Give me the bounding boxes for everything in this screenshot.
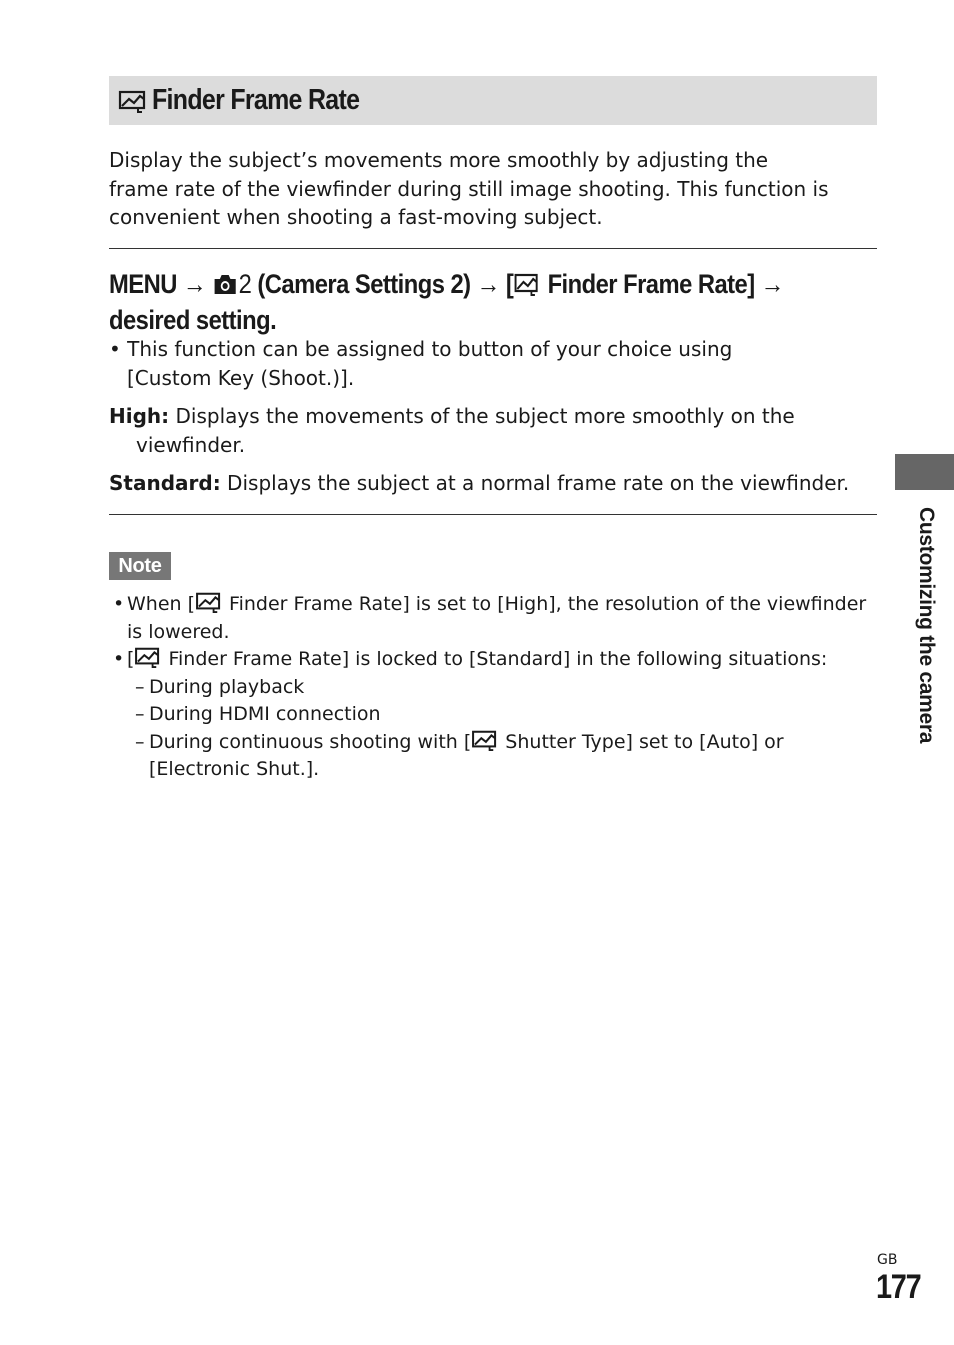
arrow-icon: → (476, 269, 500, 299)
intro-paragraph (109, 146, 869, 232)
option-desc: Displays the movements of the subject more smoothly on the (169, 404, 795, 428)
list-item (113, 674, 883, 702)
menu-label: MENU (109, 269, 177, 299)
note-text: When [ (127, 593, 196, 615)
note-text: Shutter Type] set to [Auto] or (499, 730, 784, 753)
section-tab (895, 454, 954, 490)
section-side-label: Customizing the camera (915, 507, 938, 744)
dash: – (135, 675, 145, 698)
bracket-open: [ (505, 269, 514, 299)
viewfinder-still-icon (195, 591, 223, 613)
option-high (109, 402, 869, 460)
option-desc: Displays the subject at a normal frame rate on the viewfinder. (220, 471, 850, 495)
note-label: Note (109, 552, 171, 580)
finder-frame-rate-item: Finder Frame Rate] (547, 269, 755, 299)
note-text: During HDMI connection (149, 703, 381, 725)
viewfinder-still-icon (513, 272, 541, 296)
assign-bullet (109, 335, 869, 393)
option-standard (109, 469, 889, 498)
viewfinder-still-icon (471, 729, 499, 751)
list-item (113, 701, 883, 729)
bullet: • (113, 593, 125, 615)
intro-line: convenient when shooting a fast-moving subject. (109, 205, 603, 229)
note-list (113, 591, 883, 784)
option-term: High: (109, 404, 170, 428)
arrow-icon: → (760, 269, 784, 299)
note-text: Finder Frame Rate] is locked to [Standard] in the following situations: (162, 648, 828, 670)
option-term: Standard: (109, 471, 221, 495)
intro-line: frame rate of the viewfinder during still image shooting. This function is (109, 176, 829, 201)
intro-line: Display the subject’s movements more smoothly by adjusting the (109, 148, 769, 172)
dash: – (135, 703, 145, 725)
option-desc: viewfinder. (136, 433, 246, 457)
assign-line: [Custom Key (Shoot.)]. (127, 366, 355, 390)
page-number: 177 (876, 1268, 921, 1306)
viewfinder-still-icon (134, 646, 162, 668)
desired-setting: desired setting. (109, 305, 277, 335)
section-title-bar (109, 76, 877, 125)
note-text: Finder Frame Rate] is set to [High], the resolution of the viewfinder (223, 593, 867, 615)
region-code: GB (877, 1252, 898, 1268)
page-title: Finder Frame Rate (152, 84, 360, 116)
viewfinder-still-icon (118, 89, 148, 113)
bullet: • (113, 648, 125, 670)
note-text: During playback (149, 675, 305, 698)
camera-icon (212, 272, 238, 296)
assign-line: • This function can be assigned to button of your choice using (109, 337, 733, 361)
arrow-icon: → (182, 269, 207, 299)
menu-path (109, 266, 813, 338)
list-item (113, 729, 883, 784)
dash: – (135, 730, 145, 753)
tab-number: 2 (238, 269, 252, 299)
note-text: [ (127, 648, 135, 670)
list-item (113, 646, 883, 674)
note-text: During continuous shooting with [ (149, 730, 472, 753)
note-text: is lowered. (127, 620, 230, 643)
camera-settings-label: (Camera Settings 2) (257, 269, 471, 299)
divider-bottom (109, 514, 877, 515)
list-item (113, 591, 883, 646)
divider-top (109, 248, 877, 249)
note-text: [Electronic Shut.]. (149, 758, 320, 780)
